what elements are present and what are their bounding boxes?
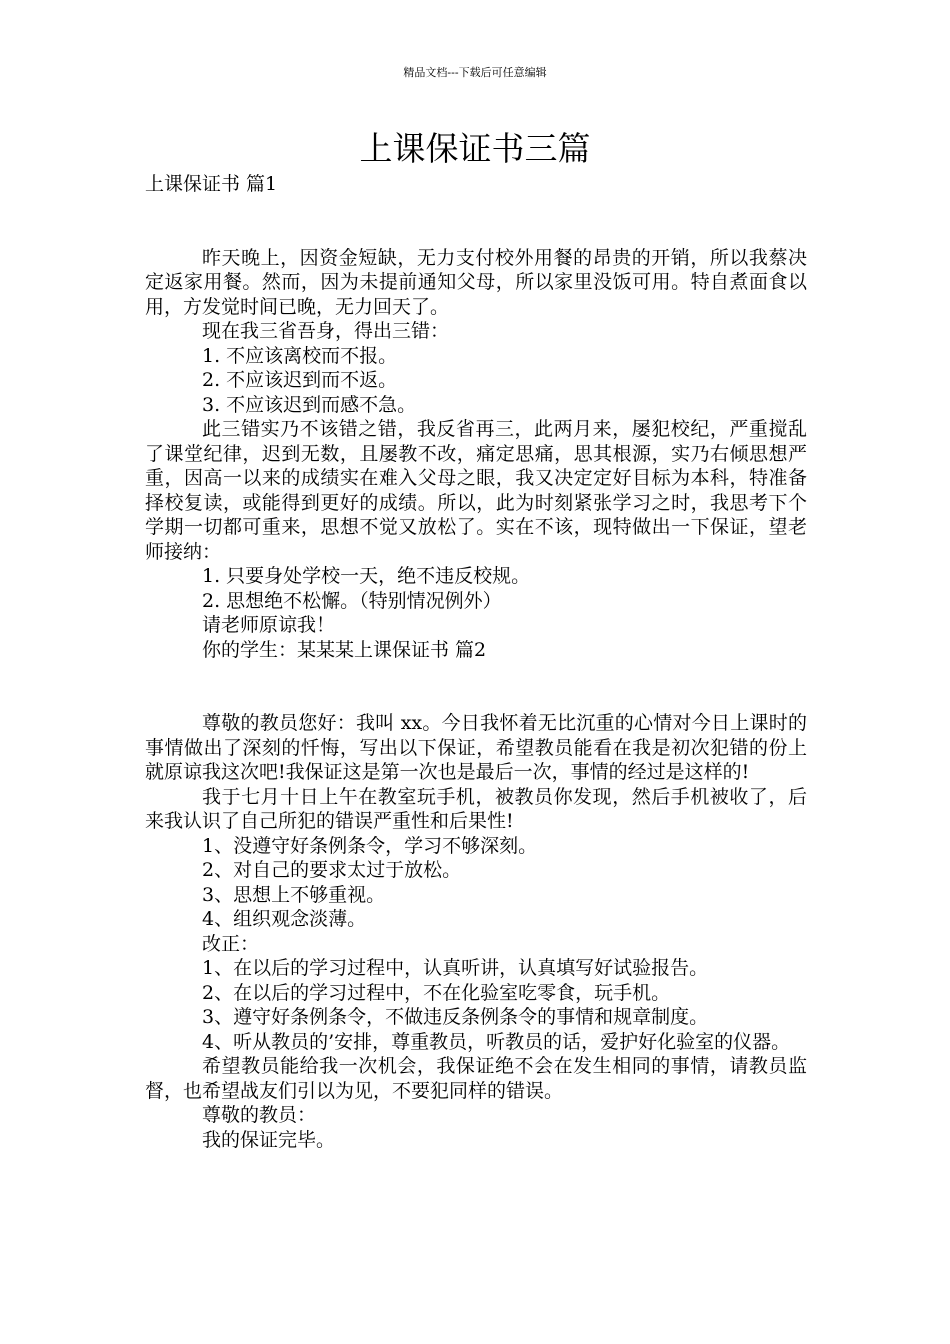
paragraph: 希望教员能给我一次机会，我保证绝不会在发生相同的事情，请教员监督，也希望战友们引以为见，不要犯同样的错误。: [145, 1055, 807, 1102]
list-item: 1、在以后的学习过程中，认真听讲，认真填写好试验报告。: [202, 957, 709, 979]
list-item: 3. 不应该迟到而感不急。: [202, 393, 417, 416]
list-item: 4、组织观念淡薄。: [202, 908, 367, 930]
list-item: 1、没遵守好条例条令，学习不够深刻。: [202, 834, 538, 857]
list-item: 1. 不应该离校而不报。: [202, 344, 398, 367]
paragraph: 改正：: [202, 932, 260, 955]
document-body: [145, 172, 807, 1152]
paragraph: 我的保证完毕。: [202, 1128, 336, 1151]
paragraph: 你的学生：某某某上课保证书 篇2: [202, 638, 487, 661]
paragraph: 现在我三省吾身，得出三错：: [202, 320, 450, 342]
list-item: 2. 不应该迟到而不返。: [202, 369, 398, 391]
blank-spacer: [145, 197, 807, 246]
list-item: 2、在以后的学习过程中，不在化验室吃零食，玩手机。: [202, 981, 671, 1004]
blank-spacer: [145, 662, 807, 711]
list-item: 2、对自己的要求太过于放松。: [202, 859, 462, 881]
list-item: 3、遵守好条例条令，不做违反条例条令的事情和规章制度。: [202, 1006, 709, 1028]
paragraph: 此三错实乃不该错之错，我反省再三，此两月来，屡犯校纪，严重搅乱了课堂纪律，迟到无数，且屡教不改，痛定思痛，思其根源，实乃右倾思想严重，因高一以来的成绩实在难入父母之眼，我又决定定好目标为本科，特准备择校复读，或能得到更好的成绩。所以，此为时刻紧张学习之时，我思考下个学期一切都可重来，思想不觉又放松了。实在不该，现特做出一下保证，望老师接纳：: [145, 418, 807, 563]
document-title: 上课保证书三篇: [359, 129, 591, 168]
header-note: 精品文档---下载后可任意编辑: [403, 66, 547, 79]
list-item: 1. 只要身处学校一天，绝不违反校规。: [202, 565, 531, 587]
paragraph: 请老师原谅我！: [202, 614, 336, 636]
paragraph: 尊敬的教员：: [202, 1104, 317, 1126]
section-heading: 上课保证书 篇1: [145, 173, 278, 195]
list-item: 2. 思想绝不松懈。（特别情况例外）: [202, 589, 502, 612]
list-item: 4、听从教员的’安排，尊重教员，听教员的话，爱护好化验室的仪器。: [202, 1030, 791, 1053]
paragraph: 我于七月十日上午在教室玩手机，被教员你发现，然后手机被收了，后来我认识了自己所犯的错误严重性和后果性!: [145, 785, 807, 832]
list-item: 3、思想上不够重视。: [202, 883, 386, 906]
paragraph: 昨天晚上，因资金短缺，无力支付校外用餐的昂贵的开销，所以我蔡决定返家用餐。然而，因为未提前通知父母，所以家里没饭可用。特自煮面食以用，方发觉时间已晚，无力回天了。: [145, 246, 807, 318]
paragraph: 尊敬的教员您好：我叫 xx。今日我怀着无比沉重的心情对今日上课时的事情做出了深刻的忏悔，写出以下保证，希望教员能看在我是初次犯错的份上就原谅我这次吧!我保证这是第一次也是最后一次，事情的经过是这样的!: [145, 712, 807, 783]
